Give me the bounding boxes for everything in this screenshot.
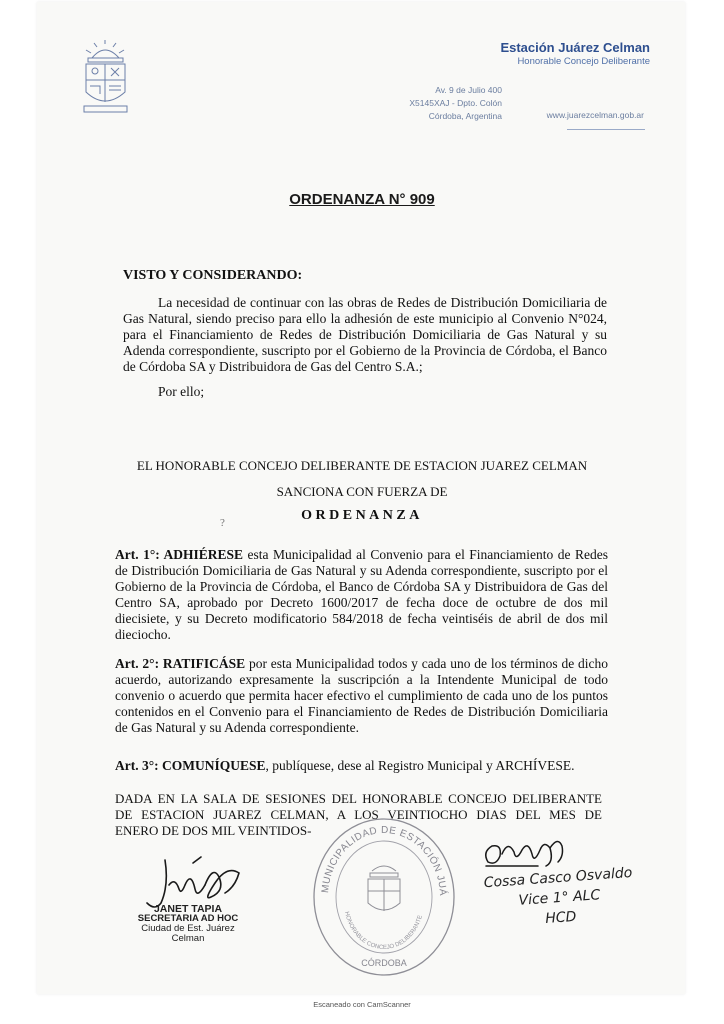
article-label: Art. 1°: ADHIÉRESE — [115, 547, 243, 562]
institution-subtitle: Honorable Concejo Deliberante — [517, 56, 650, 67]
address-block — [404, 84, 502, 123]
closing-line: DADA EN LA SALA DE SESIONES DEL HONORABLE CONCEJO DELIBERANTE — [115, 791, 602, 806]
signatory-role: SECRETARIA AD HOC — [137, 913, 239, 924]
svg-text:MUNICIPALIDAD DE ESTACIÓN JUÁR: MUNICIPALIDAD DE ESTACIÓN JUÁ — [320, 824, 449, 897]
article-text: por esta Municipalidad todos y cada uno de los términos de dicho acuerdo, autorizando expresamente la suscripción a la Intendente Municipal de todo convenio o acuerdo que permita hacer efectivo el cumplimiento de cada uno de los puntos contenidos en el Convenio para el Financiamiento de Redes de Distribución Domiciliaria de Gas Natural y su Adenda correspondiente. — [115, 656, 608, 735]
considerando-paragraph: La necesidad de continuar con las obras de Redes de Distribución Domiciliaria de Gas Natural, siendo preciso para ello la adhesión de este municipio al Convenio N°024, para el Financiamiento de Redes de Distribución Domiciliaria de Gas Natural y su Adenda correspondiente, suscripto por el Gobierno de la Provincia de Córdoba, el Banco de Córdoba SA y Distribuidora de Gas del Centro S.A.; — [123, 295, 607, 374]
address-line: Av. 9 de Julio 400 — [435, 85, 502, 95]
article-text: esta Municipalidad al Convenio para el Financiamiento de Redes de Distribución Domiciliaria de Gas Natural y su Adenda correspondiente, suscripto por el Gobierno de la Provincia de Córdoba, el Banco de Córdoba SA y Distribuidora de Gas del Centro SA, aprobado por Decreto 1600/2017 de fecha doce de octubre de dos mil diecisiete, y su Decreto modificatorio 584/2018 de fecha veintiséis de abril de dos mil dieciocho. — [115, 547, 608, 642]
ordenanza-heading: ORDENANZA — [301, 508, 423, 523]
sanciona-line: SANCIONA CON FUERZA DE — [276, 484, 448, 499]
signatory-left — [133, 904, 243, 944]
svg-text:HONORABLE CONCEJO DELIBERANTE: HONORABLE CONCEJO DELIBERANTE — [343, 911, 425, 952]
municipal-coat-of-arms-logo — [78, 40, 133, 120]
institution-name: Estación Juárez Celman — [500, 40, 650, 55]
concejo-line: EL HONORABLE CONCEJO DELIBERANTE DE ESTACION JUAREZ CELMAN — [136, 458, 588, 473]
handwritten-line: HCD — [544, 908, 577, 928]
por-ello-text: Por ello; — [158, 384, 205, 399]
article-3 — [115, 758, 608, 774]
closing-line: DE ESTACION JUAREZ CELMAN, A LOS VEINTIOCHO DIAS DEL MES DE — [115, 807, 602, 822]
header-divider — [567, 129, 645, 130]
svg-text:CÓRDOBA: CÓRDOBA — [361, 958, 407, 968]
article-label: Art. 3°: COMUNÍQUESE — [115, 758, 266, 773]
signatory-name: JANET TAPIA — [153, 903, 223, 915]
article-2 — [115, 656, 608, 736]
closing-line: ENERO DE DOS MIL VEINTIDOS- — [115, 823, 312, 838]
signatory-org: Ciudad de Est. Juárez Celman — [141, 923, 235, 944]
website-text: www.juarezcelman.gob.ar — [546, 110, 644, 120]
official-seal-stamp — [310, 815, 458, 980]
address-line: Córdoba, Argentina — [428, 111, 502, 121]
handwritten-line: Cossa Casco Osvaldo — [483, 864, 633, 892]
handwritten-mark: ? — [220, 517, 225, 529]
article-label: Art. 2°: RATIFICÁSE — [115, 656, 246, 671]
article-1 — [115, 547, 608, 643]
article-text: , publíquese, dese al Registro Municipal y ARCHÍVESE. — [265, 758, 575, 773]
handwritten-signatory — [483, 863, 636, 933]
visto-heading: VISTO Y CONSIDERANDO: — [123, 268, 303, 283]
scanner-watermark: Escaneado con CamScanner — [313, 1000, 411, 1009]
address-line: X5145XAJ - Dpto. Colón — [409, 98, 502, 108]
handwritten-line: Vice 1° ALC — [518, 887, 601, 909]
ordinance-title: ORDENANZA N° 909 — [289, 191, 435, 208]
